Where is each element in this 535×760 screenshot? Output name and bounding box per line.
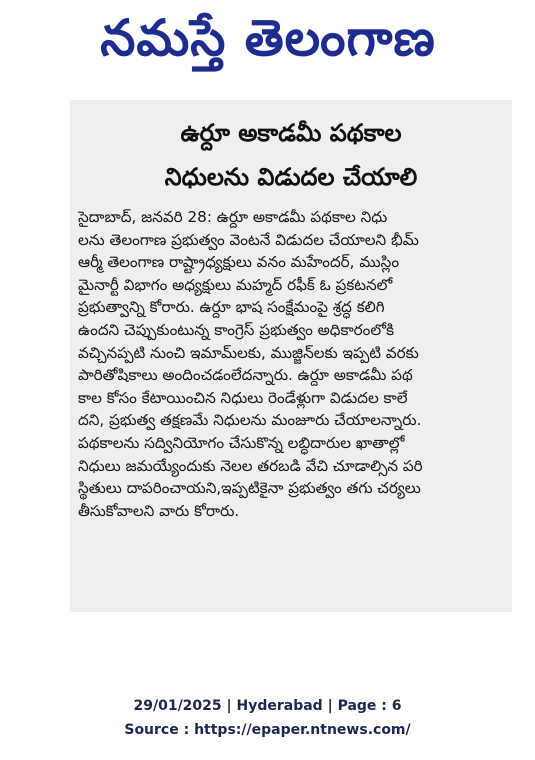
article-body-line: పథకాలను సద్వినియోగం చేసుకొన్న లబ్ధిదారుల ఖాతాల్లో	[78, 433, 405, 452]
article-headline-line-2: నిధులను విడుదల చేయాలి	[164, 163, 418, 191]
news-clipping	[70, 100, 512, 612]
article-body-line: మైనార్టీ విభాగం అధ్యక్షులు మహ్మద్ రఫీక్ ఓ ప్రకటనలో	[78, 275, 393, 294]
article-body-line: నిధులు జమయ్యేందుకు నెలల తరబడి వేచి చూడాల్సిన పరి	[78, 456, 423, 475]
article-body-line: పారితోషికాలు అందించడంలేదన్నారు. ఉర్దూ అకాడమీ పథ	[78, 366, 413, 385]
article-body-line: సైదాబాద్, జనవరి 28: ఉర్దూ అకాడమీ పథకాల నిధు	[78, 208, 388, 226]
article-headline-line-1: ఉర్దూ అకాడమీ పథకాల	[180, 119, 402, 147]
article-body-line: ప్రభుత్వాన్ని కోరారు. ఉర్దూ భాష సంక్షేమంపై శ్రద్ధ కలిగి	[78, 298, 385, 317]
publication-date-city-page: 29/01/2025 | Hyderabad | Page : 6	[133, 698, 402, 714]
newspaper-masthead	[58, 4, 478, 72]
article-body-line: ఆర్మీ తెలంగాణ రాష్ట్రాధ్యక్షులు వనం మహేందర్, ముస్లిం	[78, 253, 400, 272]
article-body-line: తీసుకోవాలని వారు కోరారు.	[78, 501, 240, 520]
article-body	[78, 206, 504, 522]
article-body-line: ఉందని చెప్పుకుంటున్న కాంగ్రెస్ ప్రభుత్వం అధికారంలోకి	[78, 320, 394, 339]
article-body-line: లను తెలంగాణ ప్రభుత్వం వెంటనే విడుదల చేయాలని భీమ్	[78, 230, 419, 249]
source-url: Source : https://epaper.ntnews.com/	[124, 722, 411, 738]
article-body-line: కాల కోసం కేటాయించిన నిధులు రెండేళ్లుగా విడుదల కాలే	[78, 388, 408, 407]
newspaper-logo-text: నమస్తే తెలంగాణ	[100, 9, 436, 67]
article-body-line: స్థితులు దాపరించాయని,ఇప్పటికైనా ప్రభుత్వం తగు చర్యలు	[78, 479, 421, 498]
article-body-line: వచ్చినప్పటి నుంచి ఇమామ్‌లకు, ముజ్జిన్‌లకు ఇప్పటి వరకు	[78, 343, 419, 362]
article-body-line: దని, ప్రభుత్వ తక్షణమే నిధులను మంజూరు చేయాలన్నారు.	[78, 411, 422, 430]
